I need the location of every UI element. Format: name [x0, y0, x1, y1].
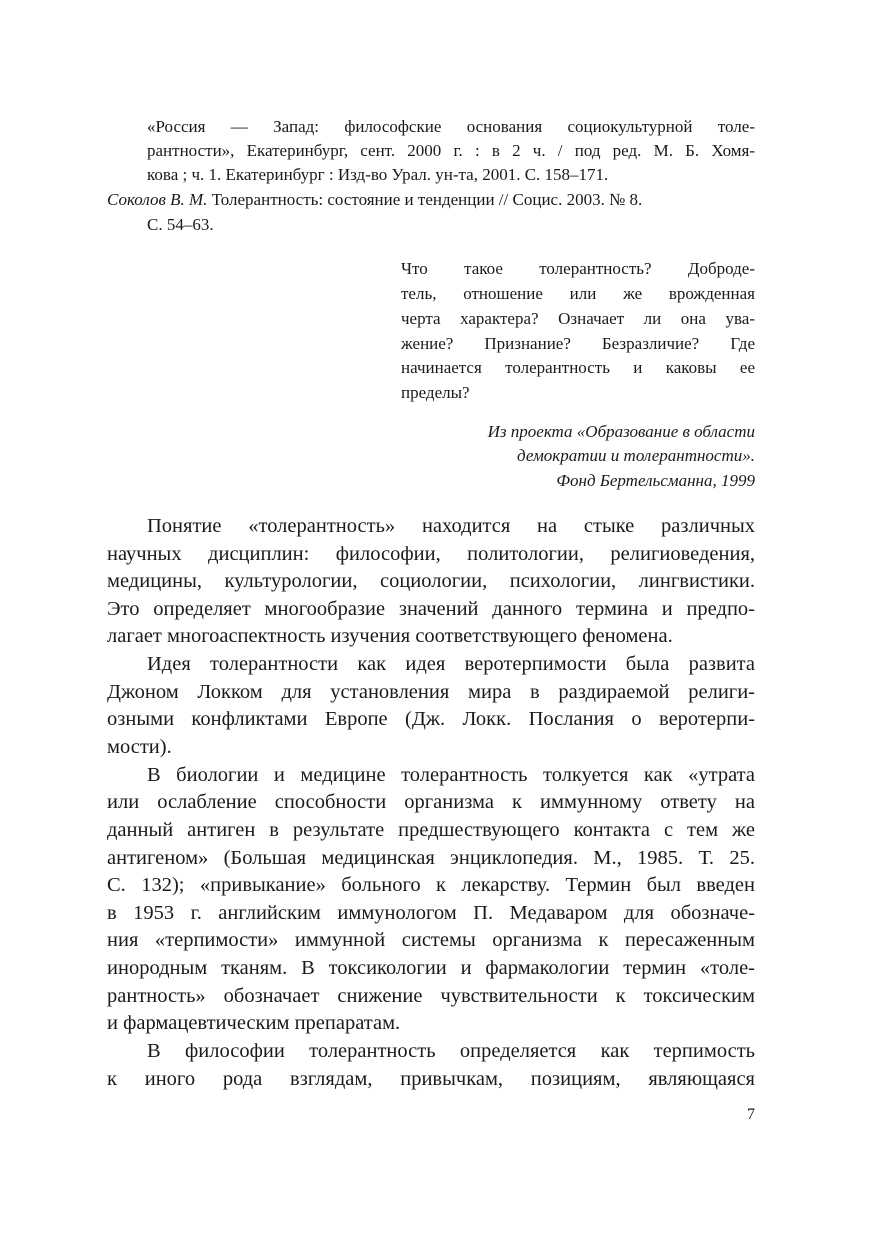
paragraph-line: мости).	[107, 736, 172, 758]
epigraph-source: Фонд Бертельсманна, 1999	[556, 471, 755, 490]
epigraph-line: пределы?	[401, 383, 470, 402]
bibliography-entry-text: Толерантность: состояние и тенденции // Социс. 2003. № 8.	[207, 190, 643, 209]
paragraph-line: инородным тканям. В токсикологии и фармакологии термин «толе-	[107, 957, 755, 979]
bibliography-entry-line: С. 54–63.	[147, 215, 214, 234]
paragraph-line: данный антиген в результате предшествующего контакта с тем же	[107, 819, 755, 841]
epigraph-source: демократии и толерантности».	[517, 446, 755, 465]
epigraph-line: Что такое толерантность? Доброде-	[401, 259, 755, 278]
paragraph-line: В философии толерантность определяется как терпимость	[147, 1040, 755, 1062]
paragraph-line: в 1953 г. английским иммунологом П. Медаваром для обозначе-	[107, 902, 755, 924]
epigraph-line: начинается толерантность и каковы ее	[401, 358, 755, 377]
paragraph-line: или ослабление способности организма к иммунному ответу на	[107, 791, 755, 813]
paragraph-line: к иного рода взглядам, привычкам, позициям, являющаяся	[107, 1068, 755, 1090]
epigraph-line: жение? Признание? Безразличие? Где	[401, 334, 755, 353]
epigraph-source: Из проекта «Образование в области	[487, 422, 755, 441]
bibliography-entry-line: рантности», Екатеринбург, сент. 2000 г. : в 2 ч. / под ред. М. Б. Хомя-	[147, 141, 755, 160]
paragraph-line: ния «терпимости» иммунной системы организма к пересаженным	[107, 929, 755, 951]
paragraph-line: озными конфликтами Европе (Дж. Локк. Послания о веротерпи-	[107, 708, 755, 730]
bibliography-author: Соколов В. М.	[107, 190, 208, 209]
bibliography-entry-line: «Россия — Запад: философские основания социокультурной толе-	[147, 117, 755, 136]
paragraph-line: Идея толерантности как идея веротерпимости была развита	[147, 653, 755, 675]
paragraph-line: антигеном» (Большая медицинская энциклопедия. М., 1985. Т. 25.	[107, 847, 755, 869]
paragraph-line: В биологии и медицине толерантность толкуется как «утрата	[147, 764, 755, 786]
page-number: 7	[747, 1106, 755, 1123]
paragraph-line: Джоном Локком для установления мира в раздираемой религи-	[107, 681, 755, 703]
paragraph-line: лагает многоаспектность изучения соответствующего феномена.	[107, 625, 673, 647]
paragraph-line: Это определяет многообразие значений данного термина и предпо-	[107, 598, 755, 620]
epigraph-line: черта характера? Означает ли она ува-	[401, 309, 755, 328]
bibliography-entry-line: кова ; ч. 1. Екатеринбург : Изд-во Урал. ун-та, 2001. С. 158–171.	[147, 165, 609, 184]
paragraph-line: медицины, культурологии, социологии, психологии, лингвистики.	[107, 570, 755, 592]
bibliography-entry-line	[107, 188, 642, 212]
paragraph-line: С. 132); «привыкание» больного к лекарству. Термин был введен	[107, 874, 755, 896]
epigraph-line: тель, отношение или же врожденная	[401, 284, 755, 303]
paragraph-line: рантность» обозначает снижение чувствительности к токсическим	[107, 985, 755, 1007]
paragraph-line: и фармацевтическим препаратам.	[107, 1012, 401, 1034]
paragraph-line: научных дисциплин: философии, политологии, религиоведения,	[107, 543, 755, 565]
paragraph-line: Понятие «толерантность» находится на стыке различных	[147, 515, 755, 537]
